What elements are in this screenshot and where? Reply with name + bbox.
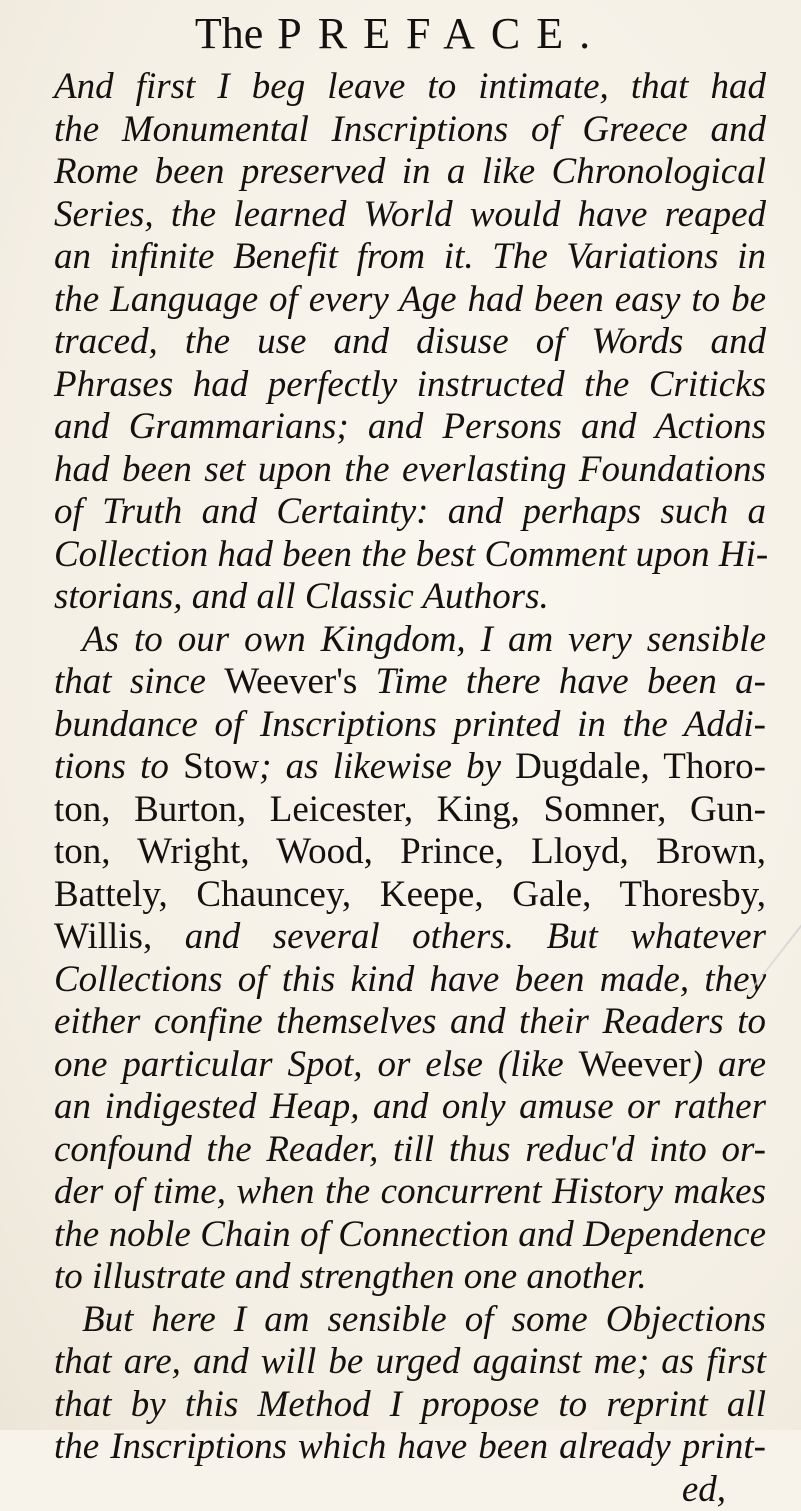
text-line: to illustrate and strengthen one another. [54, 1256, 766, 1299]
text-line: of Truth and Certainty: and perhaps such a [54, 491, 766, 534]
text-line: Series, the learned World would have reaped [54, 194, 766, 237]
text-line: the noble Chain of Connection and Dependence [54, 1214, 766, 1257]
text-line: storians, and all Classic Authors. [54, 576, 766, 619]
text-fragment: ; as likewise by [259, 746, 515, 787]
running-head [0, 8, 801, 60]
text-line: Battely, Chauncey, Keepe, Gale, Thoresby, [54, 874, 766, 917]
text-line [54, 916, 766, 959]
text-line [54, 1044, 766, 1087]
text-line: And first I beg leave to intimate, that had [54, 66, 766, 109]
name-weever: Weever's [224, 661, 357, 702]
text-line: had been set upon the everlasting Foundations [54, 449, 766, 492]
text-line: But here I am sensible of some Objections [54, 1299, 766, 1342]
name-stow: Stow [183, 746, 259, 787]
text-line: the Monumental Inscriptions of Greece and [54, 109, 766, 152]
text-line: Collections of this kind have been made, they [54, 959, 766, 1002]
text-fragment: one particular Spot, or else (like [54, 1044, 579, 1085]
text-line: ton, Wright, Wood, Prince, Lloyd, Brown, [54, 831, 766, 874]
name-weever: Weever [579, 1044, 691, 1085]
text-line: Phrases had perfectly instructed the Criticks [54, 364, 766, 407]
text-line: As to our own Kingdom, I am very sensible [54, 619, 766, 662]
text-fragment: tions to [54, 746, 183, 787]
text-line: confound the Reader, till thus reduc'd into or- [54, 1129, 766, 1172]
text-line [54, 661, 766, 704]
text-line: the Inscriptions which have been already print- [54, 1426, 766, 1469]
preface-text [54, 66, 766, 1511]
text-line: an indigested Heap, and only amuse or rather [54, 1086, 766, 1129]
text-line [54, 746, 766, 789]
text-line: Collection had been the best Comment upon Hi- [54, 534, 766, 577]
text-line: an infinite Benefit from it. The Variations in [54, 236, 766, 279]
name-list: Dugdale, Thoro- [515, 746, 766, 787]
text-fragment: ) are [691, 1044, 766, 1085]
running-head-the: The [195, 9, 263, 58]
running-head-preface: PREFACE. [277, 9, 606, 58]
catchword: ed, [54, 1469, 766, 1511]
text-line: and Grammarians; and Persons and Actions [54, 406, 766, 449]
text-line: Rome been preserved in a like Chronological [54, 151, 766, 194]
text-fragment: that since [54, 661, 224, 702]
text-line: that are, and will be urged against me; as first [54, 1341, 766, 1384]
text-line: der of time, when the concurrent History makes [54, 1171, 766, 1214]
text-line: ton, Burton, Leicester, King, Somner, Gun- [54, 789, 766, 832]
name-willis: Willis, [54, 916, 152, 957]
text-line: traced, the use and disuse of Words and [54, 321, 766, 364]
text-line: that by this Method I propose to reprint all [54, 1384, 766, 1427]
text-line: bundance of Inscriptions printed in the Addi- [54, 704, 766, 747]
text-line: either confine themselves and their Readers to [54, 1001, 766, 1044]
text-fragment: Time there have been a- [357, 661, 766, 702]
text-fragment: and several others. But whatever [152, 916, 766, 957]
text-line: the Language of every Age had been easy to be [54, 279, 766, 322]
